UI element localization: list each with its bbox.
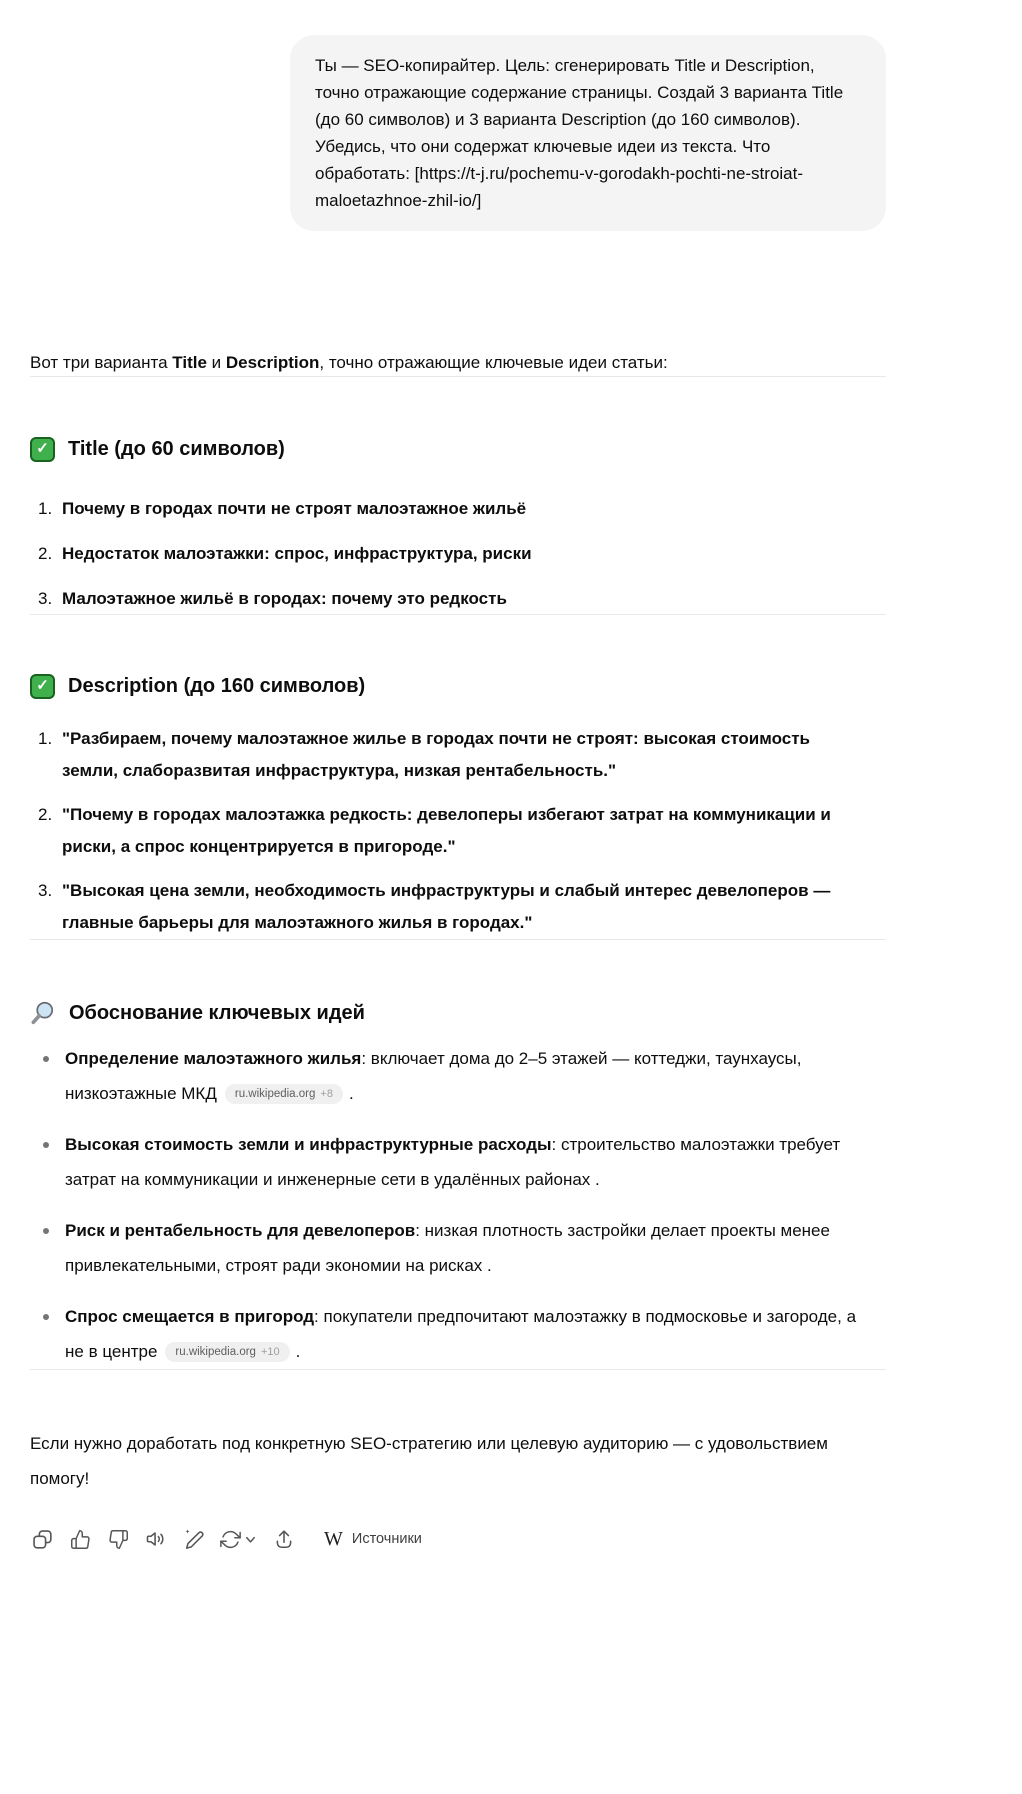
list-item [30,1299,886,1369]
description-option-2: "Почему в городах малоэтажка редкость: девелоперы избегают затрат на коммуникации и риски, а спрос концентрируется в пригороде." [62,805,831,856]
edit-button[interactable] [178,1523,210,1555]
rationale-section-heading [30,998,886,1028]
thumbs-down-button[interactable] [102,1523,134,1555]
intro-text-2: и [206,353,226,372]
closing-paragraph: Если нужно доработать под конкретную SEO-стратегию или целевую аудиторию — с удовольствием помогу! [30,1434,828,1488]
title-section-heading [30,434,886,464]
intro-text-3: , точно отражающие ключевые идеи статьи: [319,353,668,372]
list-number: 3. [38,881,53,900]
copy-button[interactable] [26,1523,58,1555]
divider [30,939,886,940]
list-item [30,1213,886,1283]
thumbs-down-icon [108,1529,129,1550]
citation-source: ru.wikipedia.org [234,1088,316,1100]
list-item [30,539,886,569]
share-upload-icon [273,1528,295,1550]
regenerate-icon [220,1529,241,1550]
rationale-lead: Спрос смещается в пригород [65,1307,315,1326]
rationale-item-4 [65,1299,865,1369]
rationale-body: : строительство малоэтажки требует затрат на коммуникации и инженерные сети в удалённых районах . [65,1135,841,1189]
description-option-1: "Разбираем, почему малоэтажное жилье в городах почти не строят: высокая стоимость земли, слаборазвитая инфраструктура, низкая рентабельность." [62,729,810,780]
magnifier-icon [30,1000,56,1026]
description-options-list [30,723,886,939]
speaker-icon [145,1528,167,1550]
description-option-3: "Высокая цена земли, необходимость инфраструктуры и слабый интерес девелоперов — главные барьеры для малоэтажного жилья в городах." [62,881,831,932]
rationale-tail: . [348,1084,354,1103]
title-option-1: Почему в городах почти не строят малоэтажное жильё [62,499,527,518]
user-message-bubble [290,35,886,231]
title-options-list [30,494,886,614]
check-icon: ✓ [30,674,55,699]
rationale-item-3 [65,1213,865,1283]
wikipedia-icon: W [324,1527,343,1550]
list-number: 1. [38,729,53,748]
title-section-heading-text: Title (до 60 символов) [68,438,285,460]
description-section-heading-text: Description (до 160 символов) [68,675,366,697]
list-item [30,1127,886,1197]
rationale-list [30,1041,886,1369]
edit-pencil-icon [183,1528,205,1550]
bullet-dot [43,1142,49,1148]
bullet-dot [43,1056,49,1062]
citation-count: +10 [260,1346,280,1358]
copy-icon [31,1528,54,1551]
list-item [30,584,886,614]
divider [30,614,886,615]
list-number: 2. [38,805,53,824]
rationale-item-2 [65,1127,865,1197]
share-button[interactable] [268,1523,300,1555]
regenerate-button[interactable] [216,1523,262,1555]
rationale-lead: Высокая стоимость земли и инфраструктурные расходы [65,1135,552,1154]
rationale-lead: Риск и рентабельность для девелоперов [65,1221,416,1240]
thumbs-up-button[interactable] [64,1523,96,1555]
divider [30,376,886,377]
bullet-dot [43,1228,49,1234]
rationale-lead: Определение малоэтажного жилья [65,1049,362,1068]
rationale-section-heading-text: Обоснование ключевых идей [69,1002,365,1024]
rationale-item-1 [65,1041,865,1111]
intro-bold-title: Title [172,353,207,372]
chevron-down-icon [243,1532,258,1547]
citation-chip[interactable] [165,1342,289,1362]
assistant-message [30,350,886,1555]
list-item [30,1041,886,1111]
user-message-text: Ты — SEO-копирайтер. Цель: сгенерировать Title и Description, точно отражающие содержание страницы. Создай 3 варианта Title (до 60 символов) и 3 варианта Description (до 160 символов). Убедись, что они содержат ключевые идеи из текста. Что обработать: [https://t-j.ru/pochemu-v-gorodakh-pochti-ne-stroiat-maloetazhnoe-zhil-io/] [315,56,844,210]
list-item [30,799,886,863]
intro-text-1: Вот три варианта [30,353,173,372]
divider [30,1369,886,1370]
title-option-3: Малоэтажное жильё в городах: почему это редкость [62,589,507,608]
read-aloud-button[interactable] [140,1523,172,1555]
check-icon: ✓ [30,437,55,462]
list-item [30,875,886,939]
list-number: 1. [38,499,53,518]
thumbs-up-icon [70,1529,91,1550]
description-section-heading [30,671,886,701]
intro-bold-description: Description [225,353,320,372]
intro-paragraph [30,350,886,376]
rationale-tail: . [295,1342,301,1361]
citation-chip[interactable] [225,1084,343,1104]
chat-thread [30,35,886,1555]
sources-button[interactable] [318,1523,428,1555]
citation-count: +8 [320,1088,333,1100]
citation-source: ru.wikipedia.org [175,1346,256,1358]
list-number: 3. [38,589,53,608]
list-number: 2. [38,544,53,563]
title-option-2: Недостаток малоэтажки: спрос, инфраструктура, риски [62,544,532,563]
bullet-dot [43,1314,49,1320]
list-item [30,723,886,787]
rationale-body: : низкая плотность застройки делает проекты менее привлекательными, строят ради экономии на рисках . [65,1221,830,1275]
list-item [30,494,886,524]
rationale-body: : включает дома до 2–5 этажей — коттеджи, таунхаусы, низкоэтажные МКД [65,1049,802,1103]
message-toolbar [26,1523,886,1555]
sources-label: Источники [351,1531,422,1547]
rationale-body: : покупатели предпочитают малоэтажку в подмосковье и загороде, а не в центре [65,1307,857,1361]
